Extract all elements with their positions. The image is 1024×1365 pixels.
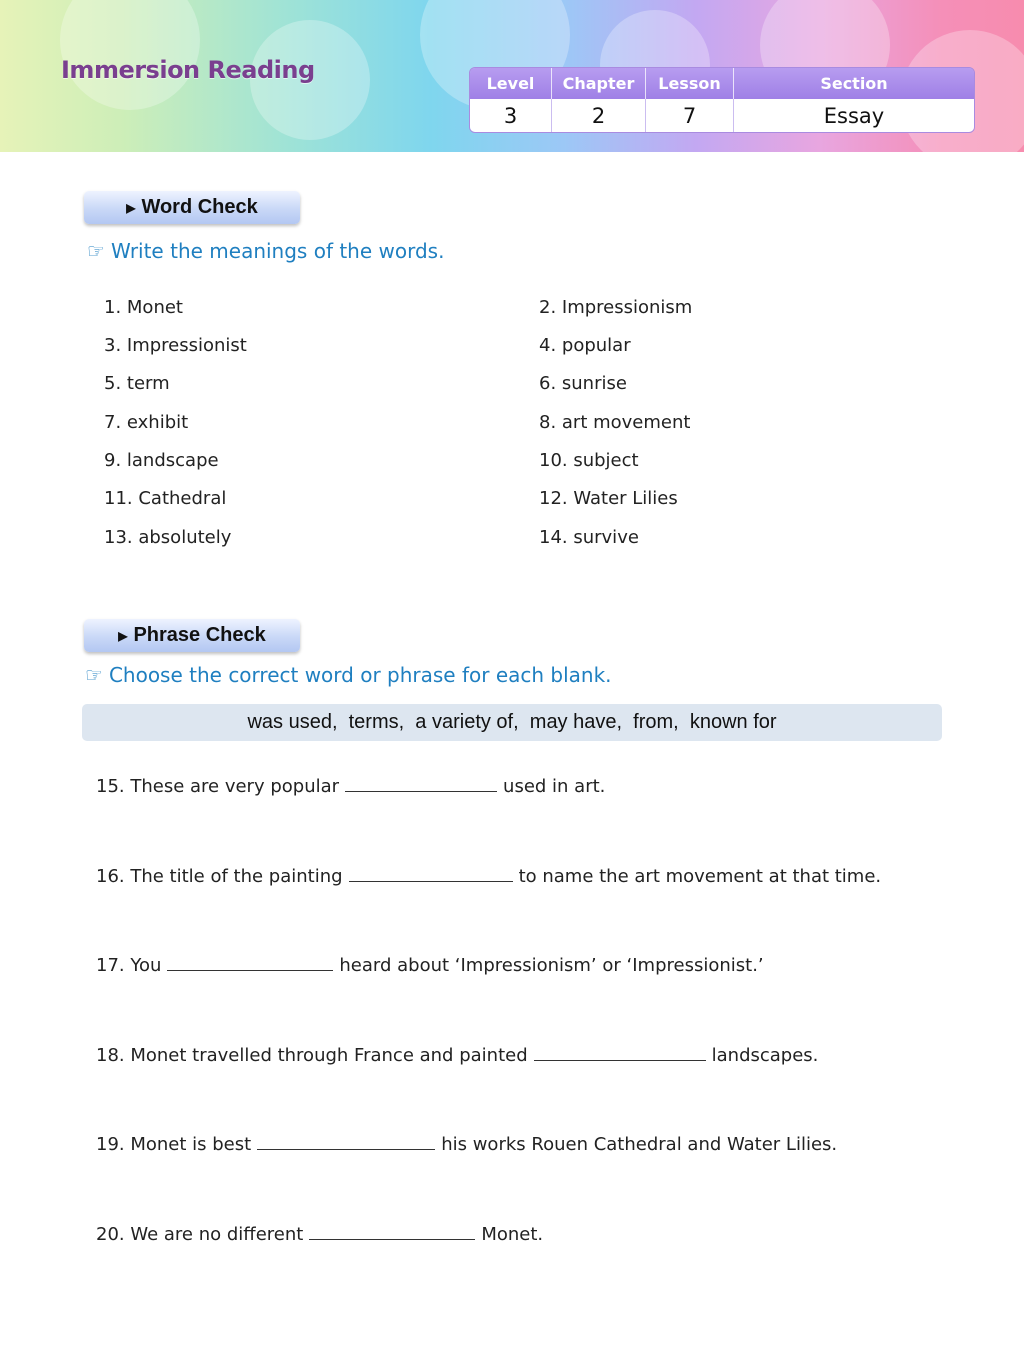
phrase-check-instruction [85,663,612,687]
word-item: 14. survive [539,527,639,548]
sentence-text: landscapes. [711,1045,819,1066]
word-item: 2. Impressionism [539,297,693,318]
sentence-text: Monet. [481,1224,544,1245]
sentence-text: 20. We are no different [96,1224,304,1245]
answer-blank[interactable] [349,868,513,882]
decor-circle [60,0,200,110]
section-value: Essay [823,104,885,128]
word-item: 1. Monet [104,297,183,318]
word-check-instruction-text: Write the meanings of the words. [110,239,445,263]
triangle-right-icon: ▶ [126,200,136,215]
sentence-item [96,955,764,976]
brand-title: Immersion Reading [61,56,315,84]
answer-blank[interactable] [257,1136,435,1150]
lesson-value: 7 [646,99,734,133]
sentence-item [96,866,881,887]
sentence-text: 18. Monet travelled through France and painted [96,1045,528,1066]
sentence-text: his works Rouen Cathedral and Water Lilies. [441,1134,838,1155]
word-check-instruction [87,239,444,263]
sentence-text: 19. Monet is best [96,1134,252,1155]
sentence-item [96,1134,837,1155]
word-bank: was used, terms, a variety of, may have, from, known for [82,704,942,741]
sentence-text: 17. You [96,955,162,976]
lesson-info-header [470,68,974,99]
word-item: 10. subject [539,450,639,471]
phrase-check-title: Phrase Check [133,624,266,646]
sentence-text: used in art. [503,776,606,797]
answer-blank[interactable] [534,1047,706,1061]
chapter-value: 2 [552,99,646,133]
level-header: Level [470,68,552,99]
answer-blank[interactable] [167,957,333,971]
phrase-check-heading [84,619,300,652]
lesson-info-table [469,67,975,133]
section-header: Section [820,74,888,93]
sentence-text: heard about ‘Impressionism’ or ‘Impressionist.’ [339,955,764,976]
answer-blank[interactable] [309,1226,475,1240]
chapter-header: Chapter [552,68,646,99]
word-item: 13. absolutely [104,527,232,548]
word-check-title: Word Check [141,196,258,218]
answer-blank[interactable] [345,778,497,792]
word-item: 6. sunrise [539,373,627,394]
header-banner [0,0,1024,152]
sentence-text: 16. The title of the painting [96,866,343,887]
level-value: 3 [470,99,552,133]
sentence-item [96,1045,818,1066]
word-item: 8. art movement [539,412,691,433]
word-item: 7. exhibit [104,412,189,433]
triangle-right-icon: ▶ [118,628,128,643]
sentence-text: 15. These are very popular [96,776,340,797]
word-check-heading [84,191,300,224]
word-item: 12. Water Lilies [539,488,678,509]
word-item: 9. landscape [104,450,219,471]
pointing-hand-icon: ☞ [87,239,105,263]
word-item: 4. popular [539,335,631,356]
word-item: 3. Impressionist [104,335,247,356]
sentence-text: to name the art movement at that time. [518,866,882,887]
sentence-item [96,1224,543,1245]
phrase-check-instruction-text: Choose the correct word or phrase for each blank. [108,663,612,687]
word-item: 11. Cathedral [104,488,227,509]
sentence-item [96,776,605,797]
lesson-header: Lesson [646,68,734,99]
word-item: 5. term [104,373,170,394]
pointing-hand-icon: ☞ [85,663,103,687]
lesson-info-values [470,99,974,133]
